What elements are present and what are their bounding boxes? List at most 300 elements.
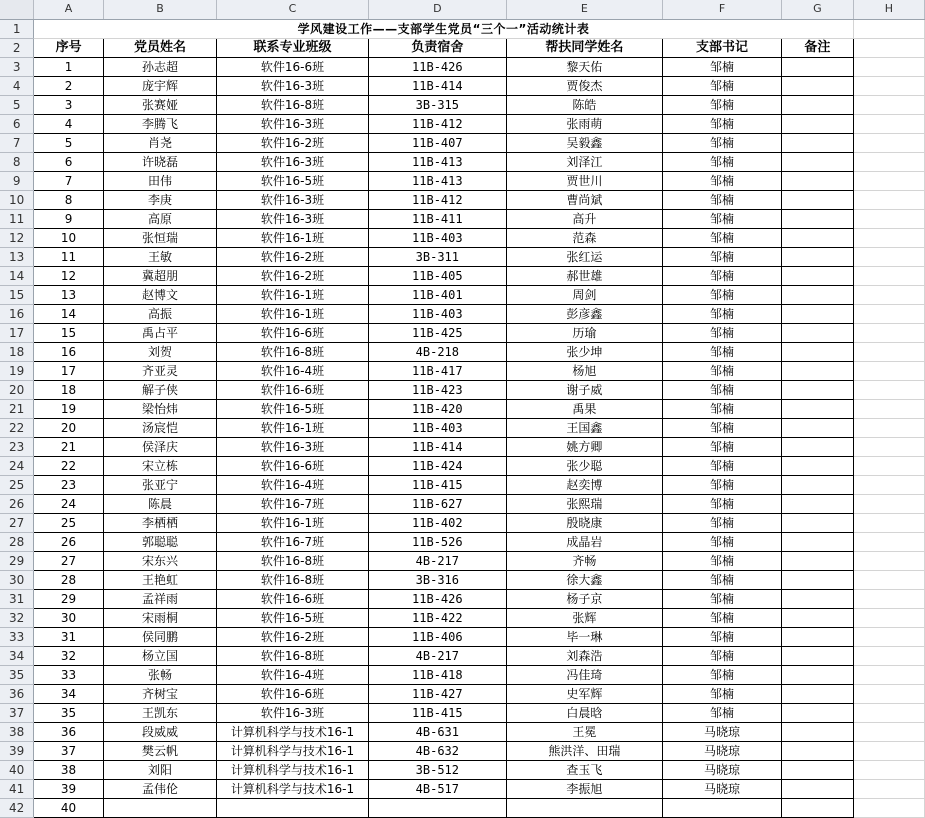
cell-class[interactable]: 软件16-4班 bbox=[217, 475, 369, 494]
cell-seq[interactable]: 30 bbox=[34, 608, 104, 627]
cell-helped[interactable]: 杨子京 bbox=[506, 589, 662, 608]
cell-helped[interactable]: 徐大鑫 bbox=[506, 570, 662, 589]
cell-dorm[interactable]: 11B-423 bbox=[368, 380, 506, 399]
cell-seq[interactable]: 26 bbox=[34, 532, 104, 551]
cell-secretary[interactable]: 邹楠 bbox=[662, 285, 781, 304]
cell-h[interactable] bbox=[853, 228, 924, 247]
cell-note[interactable] bbox=[782, 684, 854, 703]
cell-seq[interactable]: 16 bbox=[34, 342, 104, 361]
cell-h[interactable] bbox=[853, 703, 924, 722]
cell-secretary[interactable]: 邹楠 bbox=[662, 361, 781, 380]
cell-dorm[interactable]: 3B-512 bbox=[368, 760, 506, 779]
cell-class[interactable]: 软件16-6班 bbox=[217, 57, 369, 76]
cell-dorm[interactable]: 11B-407 bbox=[368, 133, 506, 152]
cell-h[interactable] bbox=[853, 437, 924, 456]
row-header[interactable]: 35 bbox=[0, 665, 34, 684]
cell-seq[interactable]: 17 bbox=[34, 361, 104, 380]
cell-helped[interactable]: 吴毅鑫 bbox=[506, 133, 662, 152]
row-header[interactable]: 25 bbox=[0, 475, 34, 494]
cell-dorm[interactable]: 11B-403 bbox=[368, 418, 506, 437]
cell-note[interactable] bbox=[782, 703, 854, 722]
cell-h[interactable] bbox=[853, 513, 924, 532]
row-header[interactable]: 34 bbox=[0, 646, 34, 665]
cell-class[interactable]: 软件16-2班 bbox=[217, 133, 369, 152]
cell-note[interactable] bbox=[782, 798, 854, 817]
cell-helped[interactable]: 禹果 bbox=[506, 399, 662, 418]
cell-note[interactable] bbox=[782, 494, 854, 513]
cell-name[interactable]: 宋立栋 bbox=[103, 456, 216, 475]
cell-dorm[interactable]: 3B-311 bbox=[368, 247, 506, 266]
cell-secretary[interactable]: 邹楠 bbox=[662, 266, 781, 285]
cell-seq[interactable]: 6 bbox=[34, 152, 104, 171]
cell-name[interactable]: 赵博文 bbox=[103, 285, 216, 304]
row-header[interactable]: 3 bbox=[0, 57, 34, 76]
cell-class[interactable]: 软件16-1班 bbox=[217, 228, 369, 247]
cell-helped[interactable]: 贾俊杰 bbox=[506, 76, 662, 95]
cell-note[interactable] bbox=[782, 361, 854, 380]
cell-secretary[interactable]: 邹楠 bbox=[662, 133, 781, 152]
cell-seq[interactable]: 13 bbox=[34, 285, 104, 304]
header-cell-dorm[interactable]: 负责宿舍 bbox=[368, 38, 506, 57]
cell-name[interactable]: 侯同鹏 bbox=[103, 627, 216, 646]
cell-secretary[interactable]: 邹楠 bbox=[662, 646, 781, 665]
cell-class[interactable]: 计算机科学与技术16-1 bbox=[217, 760, 369, 779]
cell-h[interactable] bbox=[853, 380, 924, 399]
row-header[interactable]: 37 bbox=[0, 703, 34, 722]
cell-class[interactable]: 软件16-8班 bbox=[217, 646, 369, 665]
cell-dorm[interactable]: 11B-424 bbox=[368, 456, 506, 475]
cell-class[interactable]: 软件16-4班 bbox=[217, 665, 369, 684]
cell-name[interactable]: 段威威 bbox=[103, 722, 216, 741]
cell-class[interactable]: 软件16-1班 bbox=[217, 285, 369, 304]
cell-secretary[interactable] bbox=[662, 798, 781, 817]
cell-dorm[interactable]: 3B-315 bbox=[368, 95, 506, 114]
cell-dorm[interactable]: 11B-627 bbox=[368, 494, 506, 513]
select-all-corner[interactable] bbox=[0, 0, 34, 19]
row-header[interactable]: 13 bbox=[0, 247, 34, 266]
cell-note[interactable] bbox=[782, 779, 854, 798]
cell-h[interactable] bbox=[853, 209, 924, 228]
cell-note[interactable] bbox=[782, 304, 854, 323]
cell-h[interactable] bbox=[853, 570, 924, 589]
cell-note[interactable] bbox=[782, 323, 854, 342]
row-header[interactable]: 23 bbox=[0, 437, 34, 456]
cell-name[interactable]: 齐亚灵 bbox=[103, 361, 216, 380]
cell-dorm[interactable]: 11B-420 bbox=[368, 399, 506, 418]
cell-h[interactable] bbox=[853, 361, 924, 380]
cell-secretary[interactable]: 邹楠 bbox=[662, 57, 781, 76]
row-header[interactable]: 20 bbox=[0, 380, 34, 399]
cell-seq[interactable]: 7 bbox=[34, 171, 104, 190]
cell-secretary[interactable]: 邹楠 bbox=[662, 456, 781, 475]
cell-helped[interactable] bbox=[506, 798, 662, 817]
column-header-c[interactable]: C bbox=[217, 0, 369, 19]
cell-class[interactable]: 软件16-6班 bbox=[217, 684, 369, 703]
cell-class[interactable]: 软件16-3班 bbox=[217, 437, 369, 456]
cell-helped[interactable]: 齐畅 bbox=[506, 551, 662, 570]
cell-name[interactable]: 张赛娅 bbox=[103, 95, 216, 114]
cell-secretary[interactable]: 邹楠 bbox=[662, 152, 781, 171]
row-header[interactable]: 7 bbox=[0, 133, 34, 152]
cell-class[interactable] bbox=[217, 798, 369, 817]
cell-secretary[interactable]: 邹楠 bbox=[662, 665, 781, 684]
cell-class[interactable]: 软件16-6班 bbox=[217, 589, 369, 608]
header-cell-helped[interactable]: 帮扶同学姓名 bbox=[506, 38, 662, 57]
column-header-a[interactable]: A bbox=[34, 0, 104, 19]
cell-secretary[interactable]: 邹楠 bbox=[662, 437, 781, 456]
cell-dorm[interactable]: 11B-403 bbox=[368, 304, 506, 323]
cell-note[interactable] bbox=[782, 247, 854, 266]
cell-seq[interactable]: 37 bbox=[34, 741, 104, 760]
cell-dorm[interactable]: 4B-632 bbox=[368, 741, 506, 760]
cell-dorm[interactable]: 4B-217 bbox=[368, 551, 506, 570]
cell-dorm[interactable]: 11B-412 bbox=[368, 114, 506, 133]
cell-h[interactable] bbox=[853, 399, 924, 418]
row-header[interactable]: 1 bbox=[0, 19, 34, 38]
cell-h[interactable] bbox=[853, 608, 924, 627]
cell-name[interactable]: 张畅 bbox=[103, 665, 216, 684]
cell-class[interactable]: 软件16-1班 bbox=[217, 304, 369, 323]
cell-h[interactable] bbox=[853, 456, 924, 475]
cell-h[interactable] bbox=[853, 627, 924, 646]
cell-name[interactable]: 郭聪聪 bbox=[103, 532, 216, 551]
row-header[interactable]: 12 bbox=[0, 228, 34, 247]
cell-h[interactable] bbox=[853, 665, 924, 684]
cell-class[interactable]: 软件16-8班 bbox=[217, 95, 369, 114]
cell-class[interactable]: 软件16-3班 bbox=[217, 209, 369, 228]
cell-note[interactable] bbox=[782, 570, 854, 589]
row-header[interactable]: 10 bbox=[0, 190, 34, 209]
cell-seq[interactable]: 25 bbox=[34, 513, 104, 532]
cell-seq[interactable]: 35 bbox=[34, 703, 104, 722]
cell-dorm[interactable]: 11B-411 bbox=[368, 209, 506, 228]
cell-name[interactable]: 高原 bbox=[103, 209, 216, 228]
cell-helped[interactable]: 查玉飞 bbox=[506, 760, 662, 779]
cell-seq[interactable]: 4 bbox=[34, 114, 104, 133]
cell-dorm[interactable]: 11B-401 bbox=[368, 285, 506, 304]
cell-note[interactable] bbox=[782, 551, 854, 570]
cell-secretary[interactable]: 邹楠 bbox=[662, 570, 781, 589]
row-header[interactable]: 39 bbox=[0, 741, 34, 760]
cell-dorm[interactable]: 11B-426 bbox=[368, 57, 506, 76]
cell-dorm[interactable]: 4B-218 bbox=[368, 342, 506, 361]
cell-seq[interactable]: 27 bbox=[34, 551, 104, 570]
cell-note[interactable] bbox=[782, 456, 854, 475]
cell-name[interactable]: 王艳虹 bbox=[103, 570, 216, 589]
header-cell-name[interactable]: 党员姓名 bbox=[103, 38, 216, 57]
cell-note[interactable] bbox=[782, 475, 854, 494]
cell-helped[interactable]: 成晶岩 bbox=[506, 532, 662, 551]
cell-dorm[interactable]: 11B-413 bbox=[368, 152, 506, 171]
cell-dorm[interactable]: 11B-412 bbox=[368, 190, 506, 209]
cell-note[interactable] bbox=[782, 646, 854, 665]
cell-seq[interactable]: 10 bbox=[34, 228, 104, 247]
cell-class[interactable]: 软件16-1班 bbox=[217, 418, 369, 437]
cell-name[interactable]: 解子侠 bbox=[103, 380, 216, 399]
cell-h[interactable] bbox=[853, 266, 924, 285]
cell-h[interactable] bbox=[853, 38, 924, 57]
cell-class[interactable]: 软件16-6班 bbox=[217, 380, 369, 399]
header-cell-class[interactable]: 联系专业班级 bbox=[217, 38, 369, 57]
cell-secretary[interactable]: 马晓琼 bbox=[662, 760, 781, 779]
cell-seq[interactable]: 36 bbox=[34, 722, 104, 741]
cell-dorm[interactable]: 11B-426 bbox=[368, 589, 506, 608]
cell-note[interactable] bbox=[782, 57, 854, 76]
cell-secretary[interactable]: 邹楠 bbox=[662, 171, 781, 190]
cell-seq[interactable]: 5 bbox=[34, 133, 104, 152]
row-header[interactable]: 2 bbox=[0, 38, 34, 57]
cell-helped[interactable]: 毕一琳 bbox=[506, 627, 662, 646]
cell-h[interactable] bbox=[853, 342, 924, 361]
cell-secretary[interactable]: 邹楠 bbox=[662, 608, 781, 627]
cell-secretary[interactable]: 邹楠 bbox=[662, 551, 781, 570]
row-header[interactable]: 8 bbox=[0, 152, 34, 171]
cell-class[interactable]: 软件16-2班 bbox=[217, 627, 369, 646]
cell-h[interactable] bbox=[853, 551, 924, 570]
cell-name[interactable]: 李腾飞 bbox=[103, 114, 216, 133]
cell-secretary[interactable]: 邹楠 bbox=[662, 342, 781, 361]
cell-name[interactable]: 王敏 bbox=[103, 247, 216, 266]
column-header-e[interactable]: E bbox=[506, 0, 662, 19]
cell-secretary[interactable]: 邹楠 bbox=[662, 304, 781, 323]
cell-seq[interactable]: 8 bbox=[34, 190, 104, 209]
cell-class[interactable]: 软件16-1班 bbox=[217, 513, 369, 532]
cell-h[interactable] bbox=[853, 494, 924, 513]
cell-helped[interactable]: 熊洪洋、田瑞 bbox=[506, 741, 662, 760]
cell-note[interactable] bbox=[782, 722, 854, 741]
cell-seq[interactable]: 34 bbox=[34, 684, 104, 703]
row-header[interactable]: 6 bbox=[0, 114, 34, 133]
cell-secretary[interactable]: 邹楠 bbox=[662, 494, 781, 513]
cell-secretary[interactable]: 邹楠 bbox=[662, 95, 781, 114]
cell-h[interactable] bbox=[853, 760, 924, 779]
cell-secretary[interactable]: 邹楠 bbox=[662, 190, 781, 209]
cell-name[interactable]: 孟祥雨 bbox=[103, 589, 216, 608]
cell-note[interactable] bbox=[782, 342, 854, 361]
cell-seq[interactable]: 1 bbox=[34, 57, 104, 76]
cell-class[interactable]: 软件16-4班 bbox=[217, 361, 369, 380]
cell-name[interactable]: 庞宇辉 bbox=[103, 76, 216, 95]
cell-seq[interactable]: 23 bbox=[34, 475, 104, 494]
cell-class[interactable]: 计算机科学与技术16-1 bbox=[217, 779, 369, 798]
cell-seq[interactable]: 24 bbox=[34, 494, 104, 513]
cell-helped[interactable]: 张红运 bbox=[506, 247, 662, 266]
sheet-title-cell[interactable]: 学风建设工作——支部学生党员“三个一”活动统计表 bbox=[34, 19, 853, 38]
cell-name[interactable]: 冀超朋 bbox=[103, 266, 216, 285]
cell-helped[interactable]: 史军辉 bbox=[506, 684, 662, 703]
cell-secretary[interactable]: 邹楠 bbox=[662, 475, 781, 494]
cell-class[interactable]: 软件16-6班 bbox=[217, 323, 369, 342]
cell-name[interactable] bbox=[103, 798, 216, 817]
cell-class[interactable]: 软件16-3班 bbox=[217, 114, 369, 133]
cell-seq[interactable]: 3 bbox=[34, 95, 104, 114]
cell-note[interactable] bbox=[782, 608, 854, 627]
cell-helped[interactable]: 张雨萌 bbox=[506, 114, 662, 133]
cell-class[interactable]: 软件16-7班 bbox=[217, 494, 369, 513]
row-header[interactable]: 18 bbox=[0, 342, 34, 361]
cell-helped[interactable]: 刘泽江 bbox=[506, 152, 662, 171]
cell-h[interactable] bbox=[853, 171, 924, 190]
cell-class[interactable]: 计算机科学与技术16-1 bbox=[217, 741, 369, 760]
cell-secretary[interactable]: 邹楠 bbox=[662, 703, 781, 722]
cell-h[interactable] bbox=[853, 741, 924, 760]
row-header[interactable]: 31 bbox=[0, 589, 34, 608]
cell-helped[interactable]: 王国鑫 bbox=[506, 418, 662, 437]
cell-h[interactable] bbox=[853, 684, 924, 703]
cell-dorm[interactable]: 4B-517 bbox=[368, 779, 506, 798]
cell-h[interactable] bbox=[853, 19, 924, 38]
cell-note[interactable] bbox=[782, 760, 854, 779]
cell-dorm[interactable]: 11B-422 bbox=[368, 608, 506, 627]
cell-h[interactable] bbox=[853, 152, 924, 171]
cell-note[interactable] bbox=[782, 627, 854, 646]
cell-seq[interactable]: 20 bbox=[34, 418, 104, 437]
row-header[interactable]: 27 bbox=[0, 513, 34, 532]
cell-h[interactable] bbox=[853, 418, 924, 437]
cell-secretary[interactable]: 邹楠 bbox=[662, 627, 781, 646]
cell-class[interactable]: 软件16-8班 bbox=[217, 551, 369, 570]
cell-seq[interactable]: 21 bbox=[34, 437, 104, 456]
cell-helped[interactable]: 郝世雄 bbox=[506, 266, 662, 285]
cell-secretary[interactable]: 马晓琼 bbox=[662, 779, 781, 798]
cell-dorm[interactable]: 11B-402 bbox=[368, 513, 506, 532]
cell-name[interactable]: 高振 bbox=[103, 304, 216, 323]
row-header[interactable]: 32 bbox=[0, 608, 34, 627]
cell-note[interactable] bbox=[782, 95, 854, 114]
cell-secretary[interactable]: 邹楠 bbox=[662, 532, 781, 551]
cell-h[interactable] bbox=[853, 133, 924, 152]
cell-h[interactable] bbox=[853, 304, 924, 323]
cell-dorm[interactable]: 11B-425 bbox=[368, 323, 506, 342]
cell-note[interactable] bbox=[782, 380, 854, 399]
cell-dorm[interactable]: 11B-414 bbox=[368, 76, 506, 95]
cell-class[interactable]: 软件16-3班 bbox=[217, 152, 369, 171]
cell-secretary[interactable]: 邹楠 bbox=[662, 380, 781, 399]
cell-dorm[interactable]: 3B-316 bbox=[368, 570, 506, 589]
cell-dorm[interactable]: 4B-631 bbox=[368, 722, 506, 741]
cell-h[interactable] bbox=[853, 475, 924, 494]
cell-helped[interactable]: 历瑜 bbox=[506, 323, 662, 342]
cell-name[interactable]: 张亚宁 bbox=[103, 475, 216, 494]
row-header[interactable]: 5 bbox=[0, 95, 34, 114]
cell-name[interactable]: 宋东兴 bbox=[103, 551, 216, 570]
row-header[interactable]: 4 bbox=[0, 76, 34, 95]
cell-class[interactable]: 软件16-2班 bbox=[217, 266, 369, 285]
cell-dorm[interactable]: 11B-417 bbox=[368, 361, 506, 380]
cell-class[interactable]: 软件16-8班 bbox=[217, 570, 369, 589]
cell-name[interactable]: 刘贺 bbox=[103, 342, 216, 361]
cell-helped[interactable]: 王冕 bbox=[506, 722, 662, 741]
cell-helped[interactable]: 姚方卿 bbox=[506, 437, 662, 456]
cell-helped[interactable]: 冯佳琦 bbox=[506, 665, 662, 684]
cell-name[interactable]: 王凯东 bbox=[103, 703, 216, 722]
row-header[interactable]: 14 bbox=[0, 266, 34, 285]
cell-name[interactable]: 许晓磊 bbox=[103, 152, 216, 171]
cell-helped[interactable]: 周剑 bbox=[506, 285, 662, 304]
row-header[interactable]: 15 bbox=[0, 285, 34, 304]
row-header[interactable]: 9 bbox=[0, 171, 34, 190]
cell-name[interactable]: 孟伟伦 bbox=[103, 779, 216, 798]
cell-name[interactable]: 梁怡炜 bbox=[103, 399, 216, 418]
cell-seq[interactable]: 15 bbox=[34, 323, 104, 342]
cell-helped[interactable]: 赵奕博 bbox=[506, 475, 662, 494]
row-header[interactable]: 40 bbox=[0, 760, 34, 779]
cell-class[interactable]: 软件16-8班 bbox=[217, 342, 369, 361]
cell-helped[interactable]: 杨旭 bbox=[506, 361, 662, 380]
cell-dorm[interactable]: 11B-415 bbox=[368, 475, 506, 494]
cell-class[interactable]: 软件16-3班 bbox=[217, 190, 369, 209]
cell-name[interactable]: 樊云帆 bbox=[103, 741, 216, 760]
cell-class[interactable]: 计算机科学与技术16-1 bbox=[217, 722, 369, 741]
column-header-f[interactable]: F bbox=[662, 0, 781, 19]
cell-name[interactable]: 陈晨 bbox=[103, 494, 216, 513]
cell-helped[interactable]: 陈皓 bbox=[506, 95, 662, 114]
cell-seq[interactable]: 2 bbox=[34, 76, 104, 95]
cell-name[interactable]: 宋雨桐 bbox=[103, 608, 216, 627]
column-header-g[interactable]: G bbox=[782, 0, 854, 19]
cell-secretary[interactable]: 邹楠 bbox=[662, 323, 781, 342]
cell-helped[interactable]: 高升 bbox=[506, 209, 662, 228]
header-cell-seq[interactable]: 序号 bbox=[34, 38, 104, 57]
cell-note[interactable] bbox=[782, 209, 854, 228]
cell-name[interactable]: 孙志超 bbox=[103, 57, 216, 76]
cell-dorm[interactable]: 11B-405 bbox=[368, 266, 506, 285]
cell-helped[interactable]: 白晨晗 bbox=[506, 703, 662, 722]
cell-helped[interactable]: 张辉 bbox=[506, 608, 662, 627]
column-header-h[interactable]: H bbox=[853, 0, 924, 19]
cell-helped[interactable]: 殷晓康 bbox=[506, 513, 662, 532]
cell-dorm[interactable] bbox=[368, 798, 506, 817]
cell-seq[interactable]: 38 bbox=[34, 760, 104, 779]
cell-h[interactable] bbox=[853, 589, 924, 608]
cell-seq[interactable]: 39 bbox=[34, 779, 104, 798]
cell-h[interactable] bbox=[853, 247, 924, 266]
cell-note[interactable] bbox=[782, 665, 854, 684]
cell-secretary[interactable]: 马晓琼 bbox=[662, 722, 781, 741]
cell-seq[interactable]: 11 bbox=[34, 247, 104, 266]
cell-note[interactable] bbox=[782, 437, 854, 456]
cell-helped[interactable]: 谢子威 bbox=[506, 380, 662, 399]
cell-seq[interactable]: 9 bbox=[34, 209, 104, 228]
column-header-d[interactable]: D bbox=[368, 0, 506, 19]
cell-h[interactable] bbox=[853, 95, 924, 114]
cell-secretary[interactable]: 邹楠 bbox=[662, 513, 781, 532]
cell-secretary[interactable]: 邹楠 bbox=[662, 76, 781, 95]
cell-dorm[interactable]: 11B-415 bbox=[368, 703, 506, 722]
cell-note[interactable] bbox=[782, 76, 854, 95]
cell-h[interactable] bbox=[853, 323, 924, 342]
cell-helped[interactable]: 曹尚斌 bbox=[506, 190, 662, 209]
cell-dorm[interactable]: 11B-403 bbox=[368, 228, 506, 247]
cell-secretary[interactable]: 邹楠 bbox=[662, 247, 781, 266]
cell-name[interactable]: 禹占平 bbox=[103, 323, 216, 342]
cell-name[interactable]: 李栖栖 bbox=[103, 513, 216, 532]
header-cell-note[interactable]: 备注 bbox=[782, 38, 854, 57]
row-header[interactable]: 30 bbox=[0, 570, 34, 589]
cell-helped[interactable]: 李振旭 bbox=[506, 779, 662, 798]
cell-secretary[interactable]: 邹楠 bbox=[662, 209, 781, 228]
cell-name[interactable]: 侯泽庆 bbox=[103, 437, 216, 456]
cell-helped[interactable]: 贾世川 bbox=[506, 171, 662, 190]
cell-h[interactable] bbox=[853, 532, 924, 551]
cell-class[interactable]: 软件16-3班 bbox=[217, 703, 369, 722]
cell-seq[interactable]: 12 bbox=[34, 266, 104, 285]
cell-note[interactable] bbox=[782, 589, 854, 608]
cell-h[interactable] bbox=[853, 190, 924, 209]
cell-seq[interactable]: 19 bbox=[34, 399, 104, 418]
cell-h[interactable] bbox=[853, 76, 924, 95]
cell-h[interactable] bbox=[853, 798, 924, 817]
